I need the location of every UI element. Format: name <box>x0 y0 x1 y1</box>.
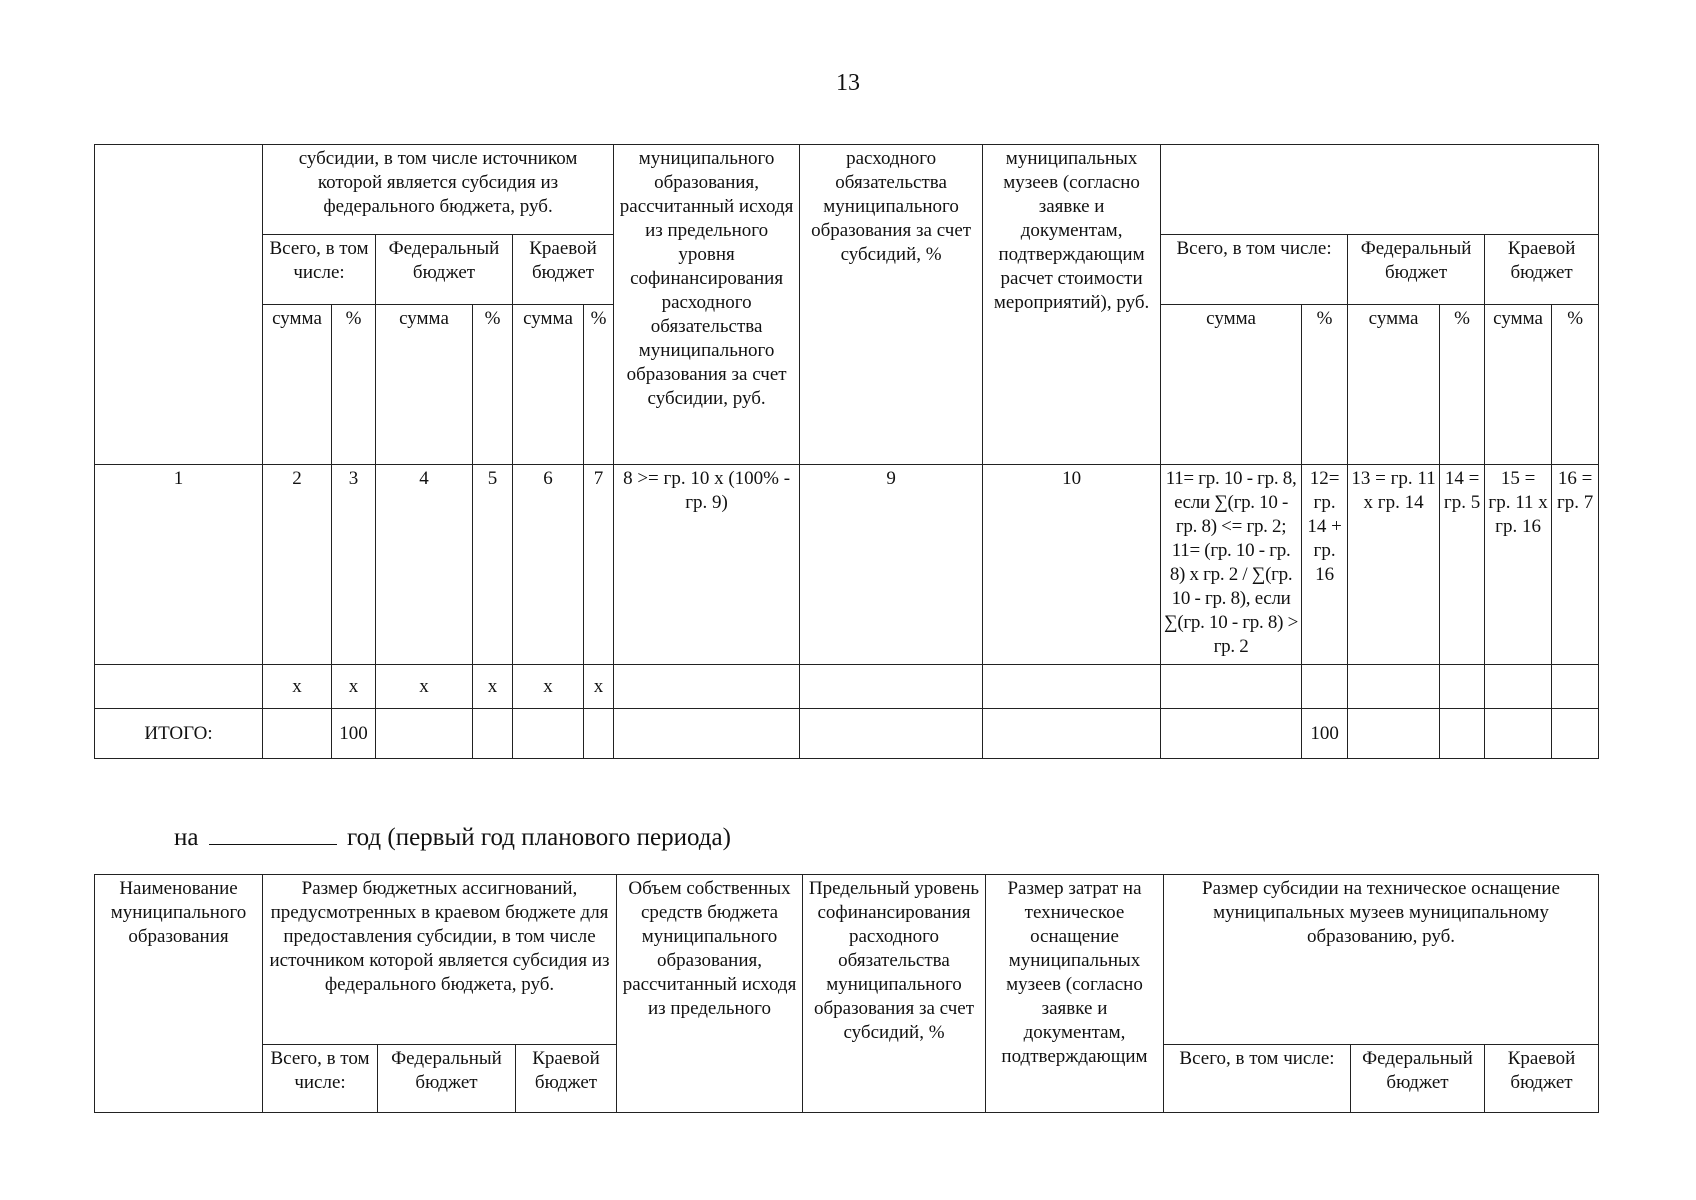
x-row-cell <box>1161 665 1302 709</box>
x-row-cell <box>800 665 983 709</box>
summa-header: сумма <box>1161 305 1302 465</box>
subheader-federal-right: Федеральный бюджет <box>1351 1045 1485 1113</box>
subheader-total: Всего, в том числе: <box>263 1045 378 1113</box>
total-cell <box>263 709 332 759</box>
total-cell <box>983 709 1161 759</box>
pct-header: % <box>584 305 614 465</box>
header-cofinancing-level: расходного обязательства муниципального образования за счет субсидий, % <box>800 145 983 465</box>
year-blank-line <box>209 824 337 845</box>
column-number: 5 <box>473 465 513 665</box>
x-mark: х <box>332 665 376 709</box>
column-number: 3 <box>332 465 376 665</box>
summa-header: сумма <box>263 305 332 465</box>
total-cell <box>584 709 614 759</box>
x-row-cell <box>614 665 800 709</box>
header-cofinancing-level: Предельный уровень софинансирования расходного обязательства муниципального образования за счет субсидий, % <box>803 875 986 1113</box>
pct-header: % <box>332 305 376 465</box>
total-cell <box>1485 709 1552 759</box>
column-formula: 14 = гр. 5 <box>1440 465 1485 665</box>
header-subsidy-size: Размер субсидии на техническое оснащение муниципальных музеев муниципальному образованию, руб. <box>1164 875 1599 1045</box>
column-number: 9 <box>800 465 983 665</box>
pct-header: % <box>473 305 513 465</box>
header-budget-allocations: субсидии, в том числе источником которой является субсидия из федерального бюджета, руб. <box>263 145 614 235</box>
column-number: 2 <box>263 465 332 665</box>
column-formula: 8 >= гр. 10 х (100% - гр. 9) <box>614 465 800 665</box>
column-formula: 16 = гр. 7 <box>1552 465 1599 665</box>
column-number: 4 <box>376 465 473 665</box>
x-row-cell <box>1485 665 1552 709</box>
subheader-total-right: Всего, в том числе: <box>1161 235 1348 305</box>
x-mark: х <box>513 665 584 709</box>
subsidy-table-continued <box>94 144 1599 759</box>
summa-header: сумма <box>376 305 473 465</box>
pct-header: % <box>1302 305 1348 465</box>
x-mark: х <box>584 665 614 709</box>
header-subsidy-size <box>1161 145 1599 235</box>
pct-header: % <box>1552 305 1599 465</box>
x-row-cell <box>1552 665 1599 709</box>
x-row-cell <box>1348 665 1440 709</box>
header-budget-allocations: Размер бюджетных ассигнований, предусмотренных в краевом бюджете для предоставления субсидии, в том числе источником которой является субсидия из федерального бюджета, руб. <box>263 875 617 1045</box>
subheader-total-right: Всего, в том числе: <box>1164 1045 1351 1113</box>
x-row-cell <box>95 665 263 709</box>
header-costs: муниципальных музеев (согласно заявке и документам, подтверждающим расчет стоимости мероприятий), руб. <box>983 145 1161 465</box>
subheader-regional: Краевой бюджет <box>516 1045 617 1113</box>
summa-header: сумма <box>1348 305 1440 465</box>
column-formula: 13 = гр. 11 х гр. 14 <box>1348 465 1440 665</box>
header-empty-cell <box>95 145 263 465</box>
header-own-funds: Объем собственных средств бюджета муниципального образования, рассчитанный исходя из предельного <box>617 875 803 1113</box>
subheader-regional: Краевой бюджет <box>513 235 614 305</box>
subheader-total: Всего, в том числе: <box>263 235 376 305</box>
subheader-federal-right: Федеральный бюджет <box>1348 235 1485 305</box>
header-own-funds: муниципального образования, рассчитанный исходя из предельного уровня софинансирования расходного обязательства муниципального образования за счет субсидии, руб. <box>614 145 800 465</box>
pct-header: % <box>1440 305 1485 465</box>
subheader-regional-right: Краевой бюджет <box>1485 235 1599 305</box>
x-row-cell <box>1302 665 1348 709</box>
subtitle-suffix: год (первый год планового периода) <box>346 824 731 851</box>
total-cell <box>1161 709 1302 759</box>
total-cell <box>1348 709 1440 759</box>
total-cell <box>614 709 800 759</box>
section-subtitle <box>174 824 731 852</box>
x-mark: х <box>376 665 473 709</box>
column-formula: 12= гр. 14 + гр. 16 <box>1302 465 1348 665</box>
column-number: 10 <box>983 465 1161 665</box>
total-pct: 100 <box>1302 709 1348 759</box>
page-number: 13 <box>836 70 860 96</box>
column-number: 6 <box>513 465 584 665</box>
x-mark: х <box>263 665 332 709</box>
column-number: 7 <box>584 465 614 665</box>
total-cell <box>513 709 584 759</box>
x-row-cell <box>983 665 1161 709</box>
total-cell <box>800 709 983 759</box>
total-pct: 100 <box>332 709 376 759</box>
total-cell <box>376 709 473 759</box>
subheader-regional-right: Краевой бюджет <box>1485 1045 1599 1113</box>
subsidy-table-planning-year <box>94 874 1599 1113</box>
total-label: ИТОГО: <box>95 709 263 759</box>
total-cell <box>1440 709 1485 759</box>
summa-header: сумма <box>1485 305 1552 465</box>
x-row-cell <box>1440 665 1485 709</box>
column-number: 1 <box>95 465 263 665</box>
summa-header: сумма <box>513 305 584 465</box>
column-formula: 11= гр. 10 - гр. 8, если ∑(гр. 10 - гр. 8) <= гр. 2; 11= (гр. 10 - гр. 8) х гр. 2 / ∑(гр. 10 - гр. 8), если ∑(гр. 10 - гр. 8) > гр. 2 <box>1161 465 1302 665</box>
subtitle-prefix: на <box>174 824 199 851</box>
total-cell <box>1552 709 1599 759</box>
header-municipality-name: Наименование муниципального образования <box>95 875 263 1113</box>
x-mark: х <box>473 665 513 709</box>
header-costs: Размер затрат на техническое оснащение муниципальных музеев (согласно заявке и документам, подтверждающим <box>986 875 1164 1113</box>
total-cell <box>473 709 513 759</box>
subheader-federal: Федеральный бюджет <box>376 235 513 305</box>
column-formula: 15 = гр. 11 х гр. 16 <box>1485 465 1552 665</box>
subheader-federal: Федеральный бюджет <box>378 1045 516 1113</box>
